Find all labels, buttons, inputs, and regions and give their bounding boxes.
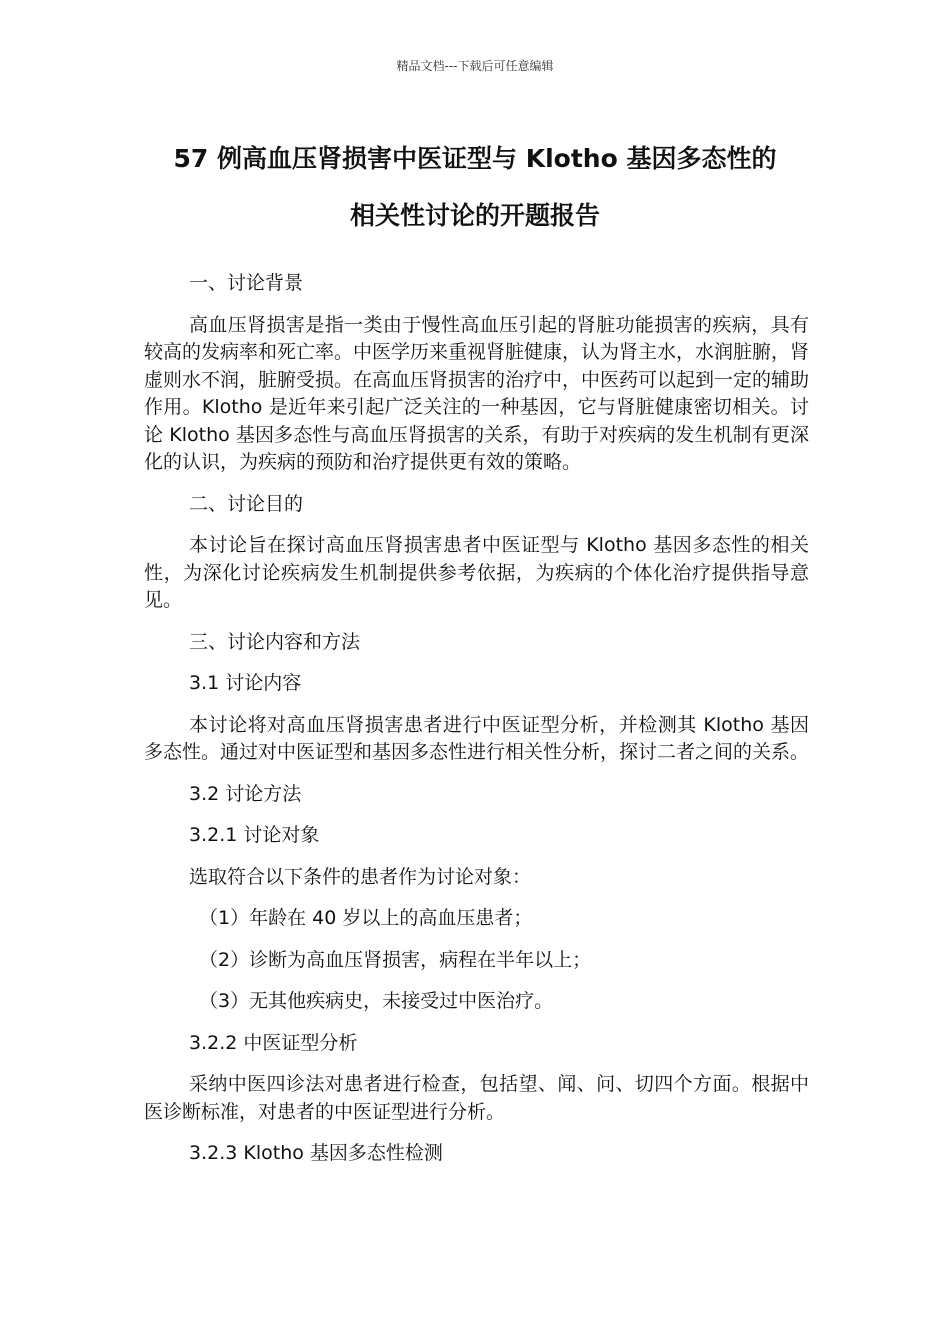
- paragraph-purpose: 本讨论旨在探讨高血压肾损害患者中医证型与 Klotho 基因多态性的相关性，为深化讨论疾病发生机制提供参考依据，为疾病的个体化治疗提供指导意见。: [144, 534, 809, 611]
- document-title-line-2: 相关性讨论的开题报告: [349, 201, 600, 230]
- section-heading-content-methods: 三、讨论内容和方法: [189, 630, 361, 653]
- paragraph-subjects-intro: 选取符合以下条件的患者作为讨论对象：: [189, 865, 532, 888]
- section-heading-background: 一、讨论背景: [189, 272, 304, 294]
- header-note: 精品文档---下载后可任意编辑: [396, 59, 554, 73]
- subsection-heading-tcm-analysis: 3.2.2 中医证型分析: [189, 1031, 358, 1054]
- list-item-criterion-1: （1）年龄在 40 岁以上的高血压患者；: [199, 907, 533, 929]
- subsection-heading-methods: 3.2 讨论方法: [189, 782, 302, 805]
- paragraph-content: 本讨论将对高血压肾损害患者进行中医证型分析，并检测其 Klotho 基因多态性。通过对中医证型和基因多态性进行相关性分析，探讨二者之间的关系。: [144, 713, 810, 763]
- subsection-heading-subjects: 3.2.1 讨论对象: [189, 824, 320, 846]
- section-heading-purpose: 二、讨论目的: [189, 492, 304, 515]
- subsection-heading-content: 3.1 讨论内容: [189, 672, 302, 694]
- list-item-criterion-3: （3）无其他疾病史，未接受过中医治疗。: [199, 990, 554, 1012]
- paragraph-tcm-analysis: 采纳中医四诊法对患者进行检查，包括望、闻、问、切四个方面。根据中医诊断标准，对患者的中医证型进行分析。: [144, 1073, 809, 1123]
- list-item-criterion-2: （2）诊断为高血压肾损害，病程在半年以上；: [199, 948, 592, 971]
- paragraph-background: 高血压肾损害是指一类由于慢性高血压引起的肾脏功能损害的疾病，具有较高的发病率和死亡率。中医学历来重视肾脏健康，认为肾主水，水润脏腑，肾虚则水不润，脏腑受损。在高血压肾损害的治疗中，中医药可以起到一定的辅助作用。Klotho 是近年来引起广泛关注的一种基因，它与肾脏健康密切相关。讨论 Klotho 基因多态性与高血压肾损害的关系，有助于对疾病的发生机制有更深化的认识，为疾病的预防和治疗提供更有效的策略。: [144, 313, 810, 473]
- subsection-heading-klotho-detection: 3.2.3 Klotho 基因多态性检测: [189, 1142, 443, 1164]
- document-body: [144, 270, 809, 1182]
- document-title-line-1: 57 例高血压肾损害中医证型与 Klotho 基因多态性的: [173, 144, 777, 173]
